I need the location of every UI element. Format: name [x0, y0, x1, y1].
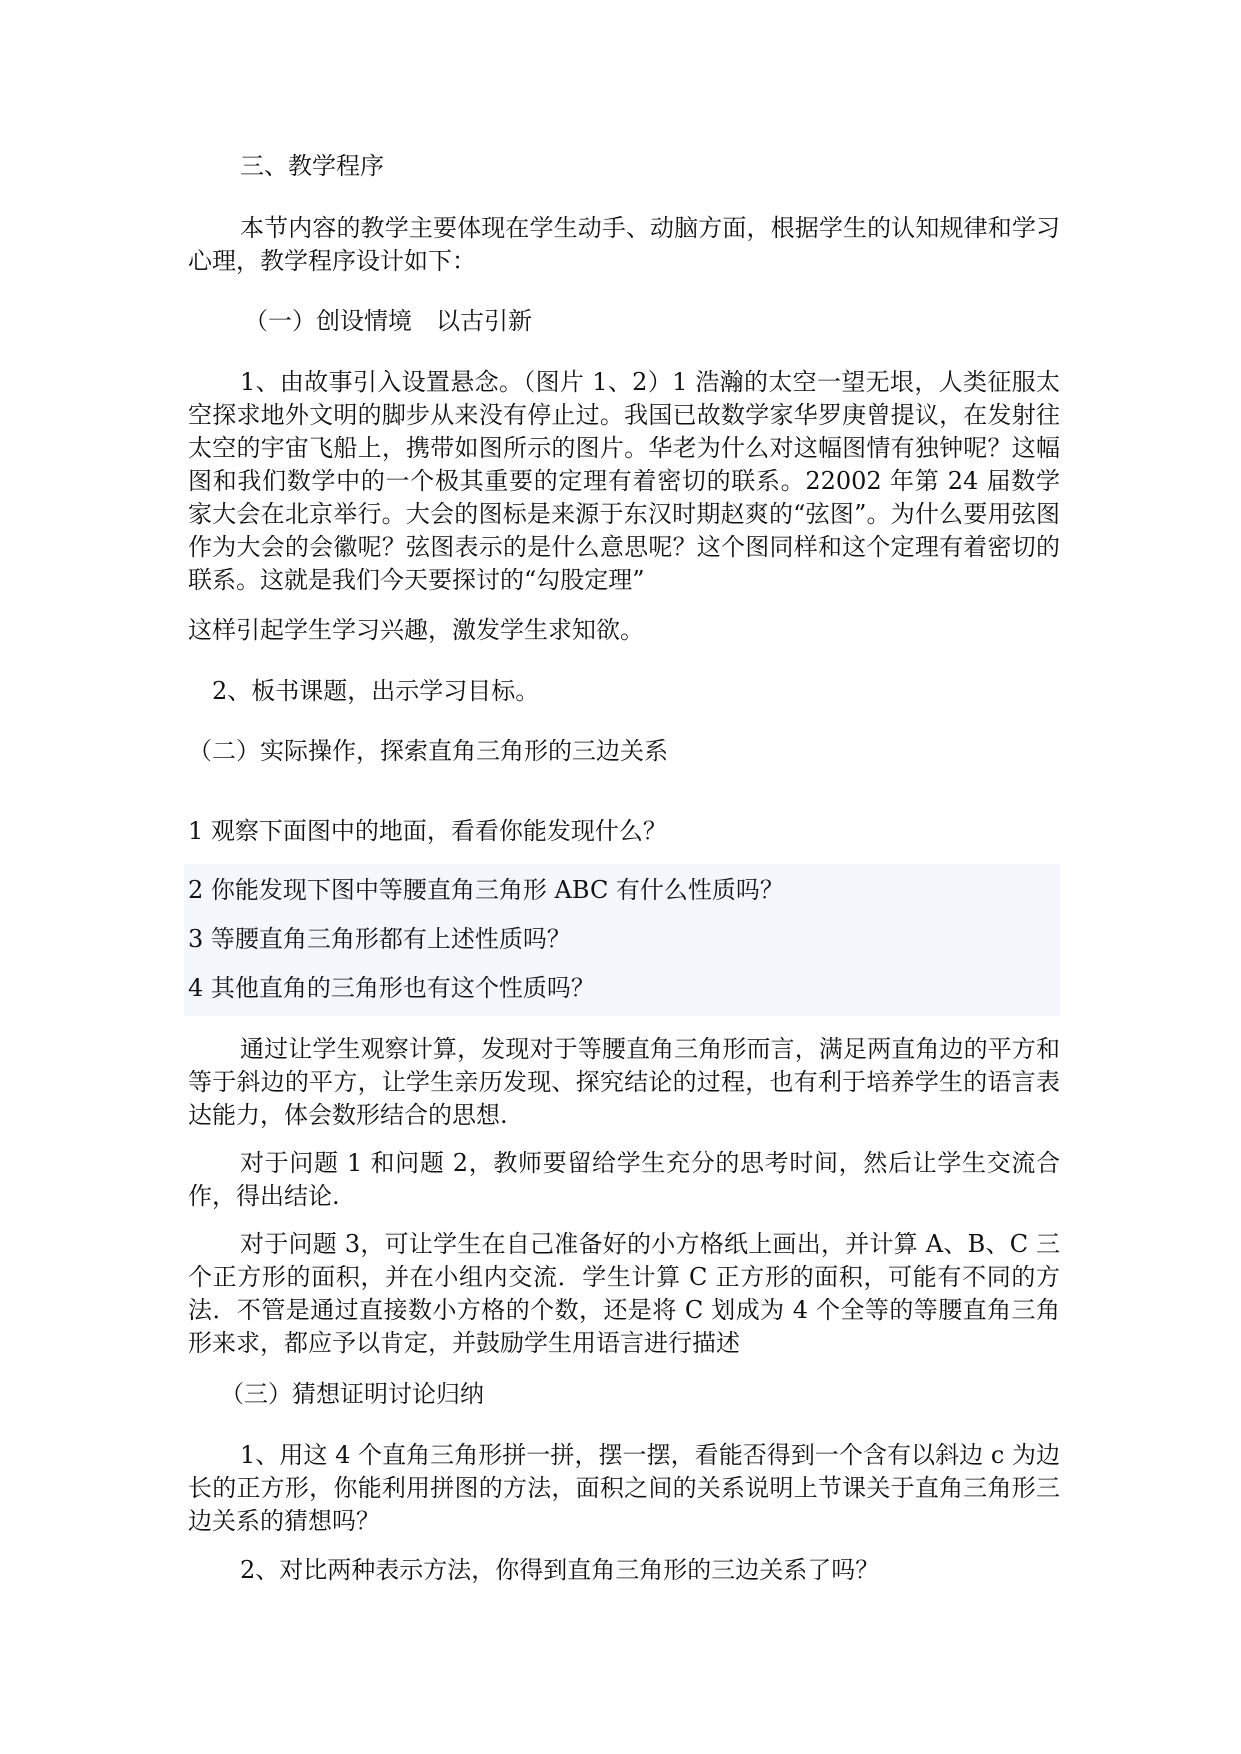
- subsection-1-title: （一）创设情境 以古引新: [244, 307, 532, 335]
- subsection-3-title: （三）猜想证明讨论归纳: [220, 1380, 484, 1408]
- question-1: 1 观察下面图中的地面，看看你能发现什么？: [188, 817, 667, 845]
- question-3-paragraph: 对于问题 3，可让学生在自己准备好的小方格纸上画出，并计算 A、B、C 三个正方形的面积，并在小组内交流．学生计算 C 正方形的面积，可能有不同的方法．不管是通过直接数小方格的个数，还是将 C 划成为 4 个全等的等腰直角三角形来求，都应予以肯定，并鼓励学生用语言进行描述: [188, 1230, 1060, 1357]
- item-2-topic: 2、板书课题，出示学习目标。: [212, 677, 540, 705]
- question-3: 3 等腰直角三角形都有上述性质吗？: [188, 925, 571, 953]
- item-1-story-paragraph: 1、由故事引入设置悬念。（图片 1、2）1 浩瀚的太空一望无垠，人类征服太空探求地外文明的脚步从来没有停止过。我国已故数学家华罗庚曾提议，在发射往太空的宇宙飞船上，携带如图所示的图片。华老为什么对这幅图情有独钟呢？这幅图和我们数学中的一个极其重要的定理有着密切的联系。22002 年第 24 届数学家大会在北京举行。大会的图标是来源于东汉时期赵爽的“弦图”。为什么要用弦图作为大会的会徽呢？弦图表示的是什么意思呢？这个图同样和这个定理有着密切的联系。这就是我们今天要探讨的“勾股定理”: [188, 368, 1060, 594]
- intro-paragraph: 本节内容的教学主要体现在学生动手、动脑方面，根据学生的认知规律和学习心理，教学程序设计如下：: [188, 214, 1060, 275]
- section-heading-teaching-procedure: 三、教学程序: [240, 152, 384, 180]
- question-4: 4 其他直角的三角形也有这个性质吗？: [188, 974, 595, 1002]
- subsection-2-title: （二）实际操作，探索直角三角形的三边关系: [188, 737, 668, 765]
- question-2: 2 你能发现下图中等腰直角三角形 ABC 有什么性质吗？: [188, 876, 784, 904]
- section-3-item-2: 2、对比两种表示方法，你得到直角三角形的三边关系了吗？: [240, 1556, 880, 1584]
- questions-1-2-paragraph: 对于问题 1 和问题 2，教师要留给学生充分的思考时间，然后让学生交流合作，得出结论.: [188, 1149, 1060, 1210]
- observation-paragraph: 通过让学生观察计算，发现对于等腰直角三角形而言，满足两直角边的平方和等于斜边的平方，让学生亲历发现、探究结论的过程，也有利于培养学生的语言表达能力，体会数形结合的思想.: [188, 1035, 1060, 1129]
- section-3-item-1: 1、用这 4 个直角三角形拼一拼，摆一摆，看能否得到一个含有以斜边 c 为边长的正方形，你能利用拼图的方法，面积之间的关系说明上节课关于直角三角形三边关系的猜想吗？: [188, 1441, 1060, 1535]
- item-1-followup: 这样引起学生学习兴趣，激发学生求知欲。: [188, 616, 644, 644]
